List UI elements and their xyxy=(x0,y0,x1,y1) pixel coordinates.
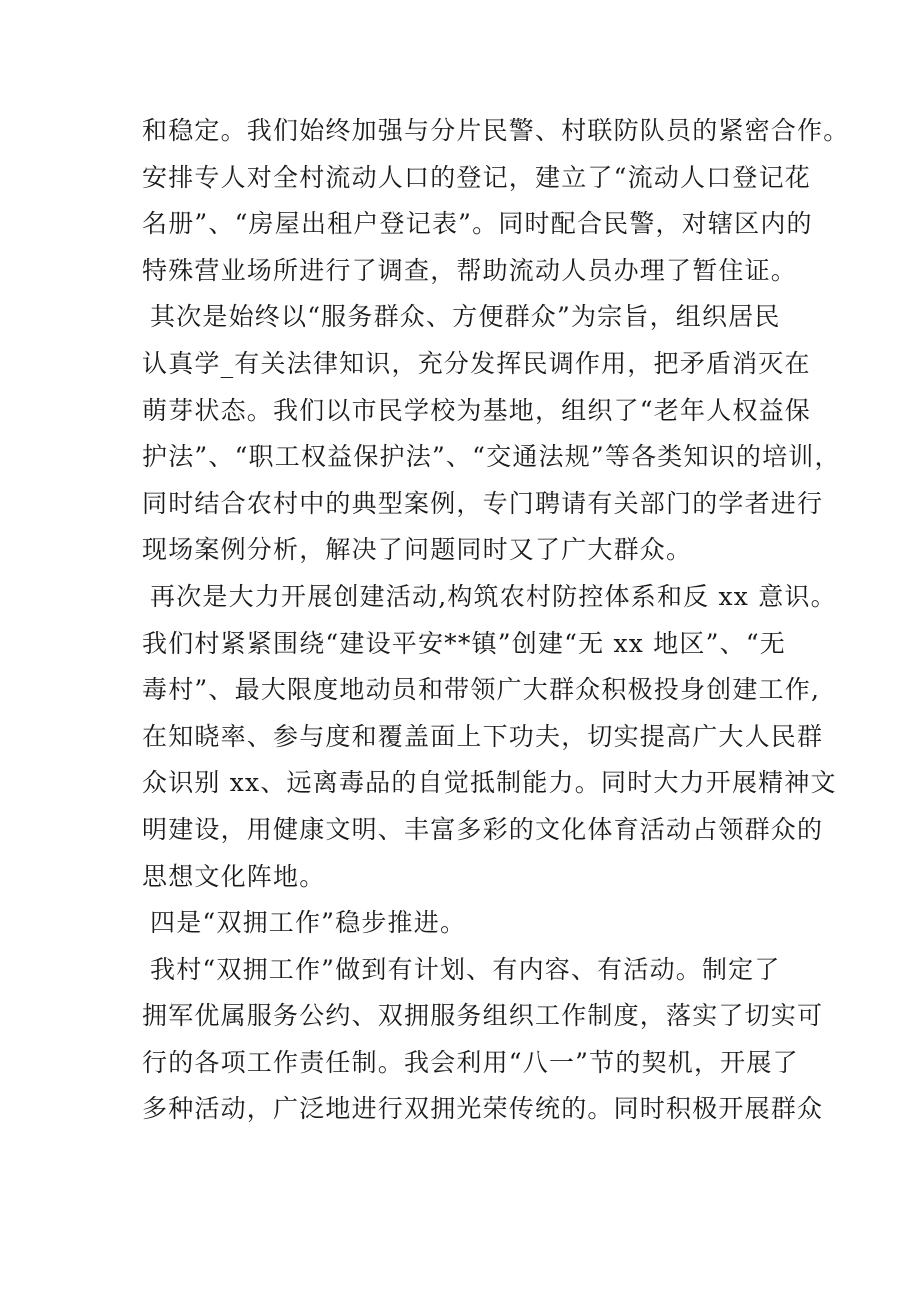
document-body xyxy=(142,108,850,1133)
text-line: 我们村紧紧围绕“建设平安**镇”创建“无 xx 地区”、“无 xyxy=(142,628,786,658)
text-line: 多种活动，广泛地进行双拥光荣传统的。同时积极开展群众 xyxy=(142,1094,824,1124)
text-line: 行的各项工作责任制。我会利用“八一”节的契机，开展了 xyxy=(142,1047,799,1077)
text-line: 众识别 xx、远离毒品的自觉抵制能力。同时大力开展精神文 xyxy=(142,768,837,798)
text-line: 再次是大力开展创建活动,构筑农村防控体系和反 xx 意识。 xyxy=(150,581,837,611)
text-line: 我村“双拥工作”做到有计划、有内容、有活动。制定了 xyxy=(150,954,781,984)
text-line: 四是“双拥工作”稳步推进。 xyxy=(150,908,467,938)
text-line: 护法”、“职工权益保护法”、“交通法规”等各类知识的培训， xyxy=(142,442,841,472)
text-line: 名册”、“房屋出租户登记表”。同时配合民警，对辖区内的 xyxy=(142,209,813,239)
text-line: 萌芽状态。我们以市民学校为基地，组织了“老年人权益保 xyxy=(142,395,811,425)
text-line: 特殊营业场所进行了调查，帮助流动人员办理了暂住证。 xyxy=(142,255,798,285)
text-line: 现场案例分析，解决了问题同时又了广大群众。 xyxy=(142,535,693,565)
text-line: 在知晓率、参与度和覆盖面上下功夫，切实提高广大人民群 xyxy=(142,721,824,751)
text-line: 和稳定。我们始终加强与分片民警、村联防队员的紧密合作。 xyxy=(142,116,850,145)
text-line: 拥军优属服务公约、双拥服务组织工作制度，落实了切实可 xyxy=(142,1001,824,1031)
text-line: 安排专人对全村流动人口的登记，建立了“流动人口登记花 xyxy=(142,162,811,192)
text-line: 认真学_有关法律知识，充分发挥民调作用，把矛盾消灭在 xyxy=(142,348,811,378)
text-line: 同时结合农村中的典型案例，专门聘请有关部门的学者进行 xyxy=(142,488,824,518)
text-line: 思想文化阵地。 xyxy=(142,861,326,891)
text-line: 其次是始终以“服务群众、方便群众”为宗旨，组织居民 xyxy=(150,302,781,332)
text-line: 明建设，用健康文明、丰富多彩的文化体育活动占领群众的 xyxy=(142,814,824,844)
text-line: 毒村”、最大限度地动员和带领广大群众积极投身创建工作, xyxy=(142,675,821,705)
